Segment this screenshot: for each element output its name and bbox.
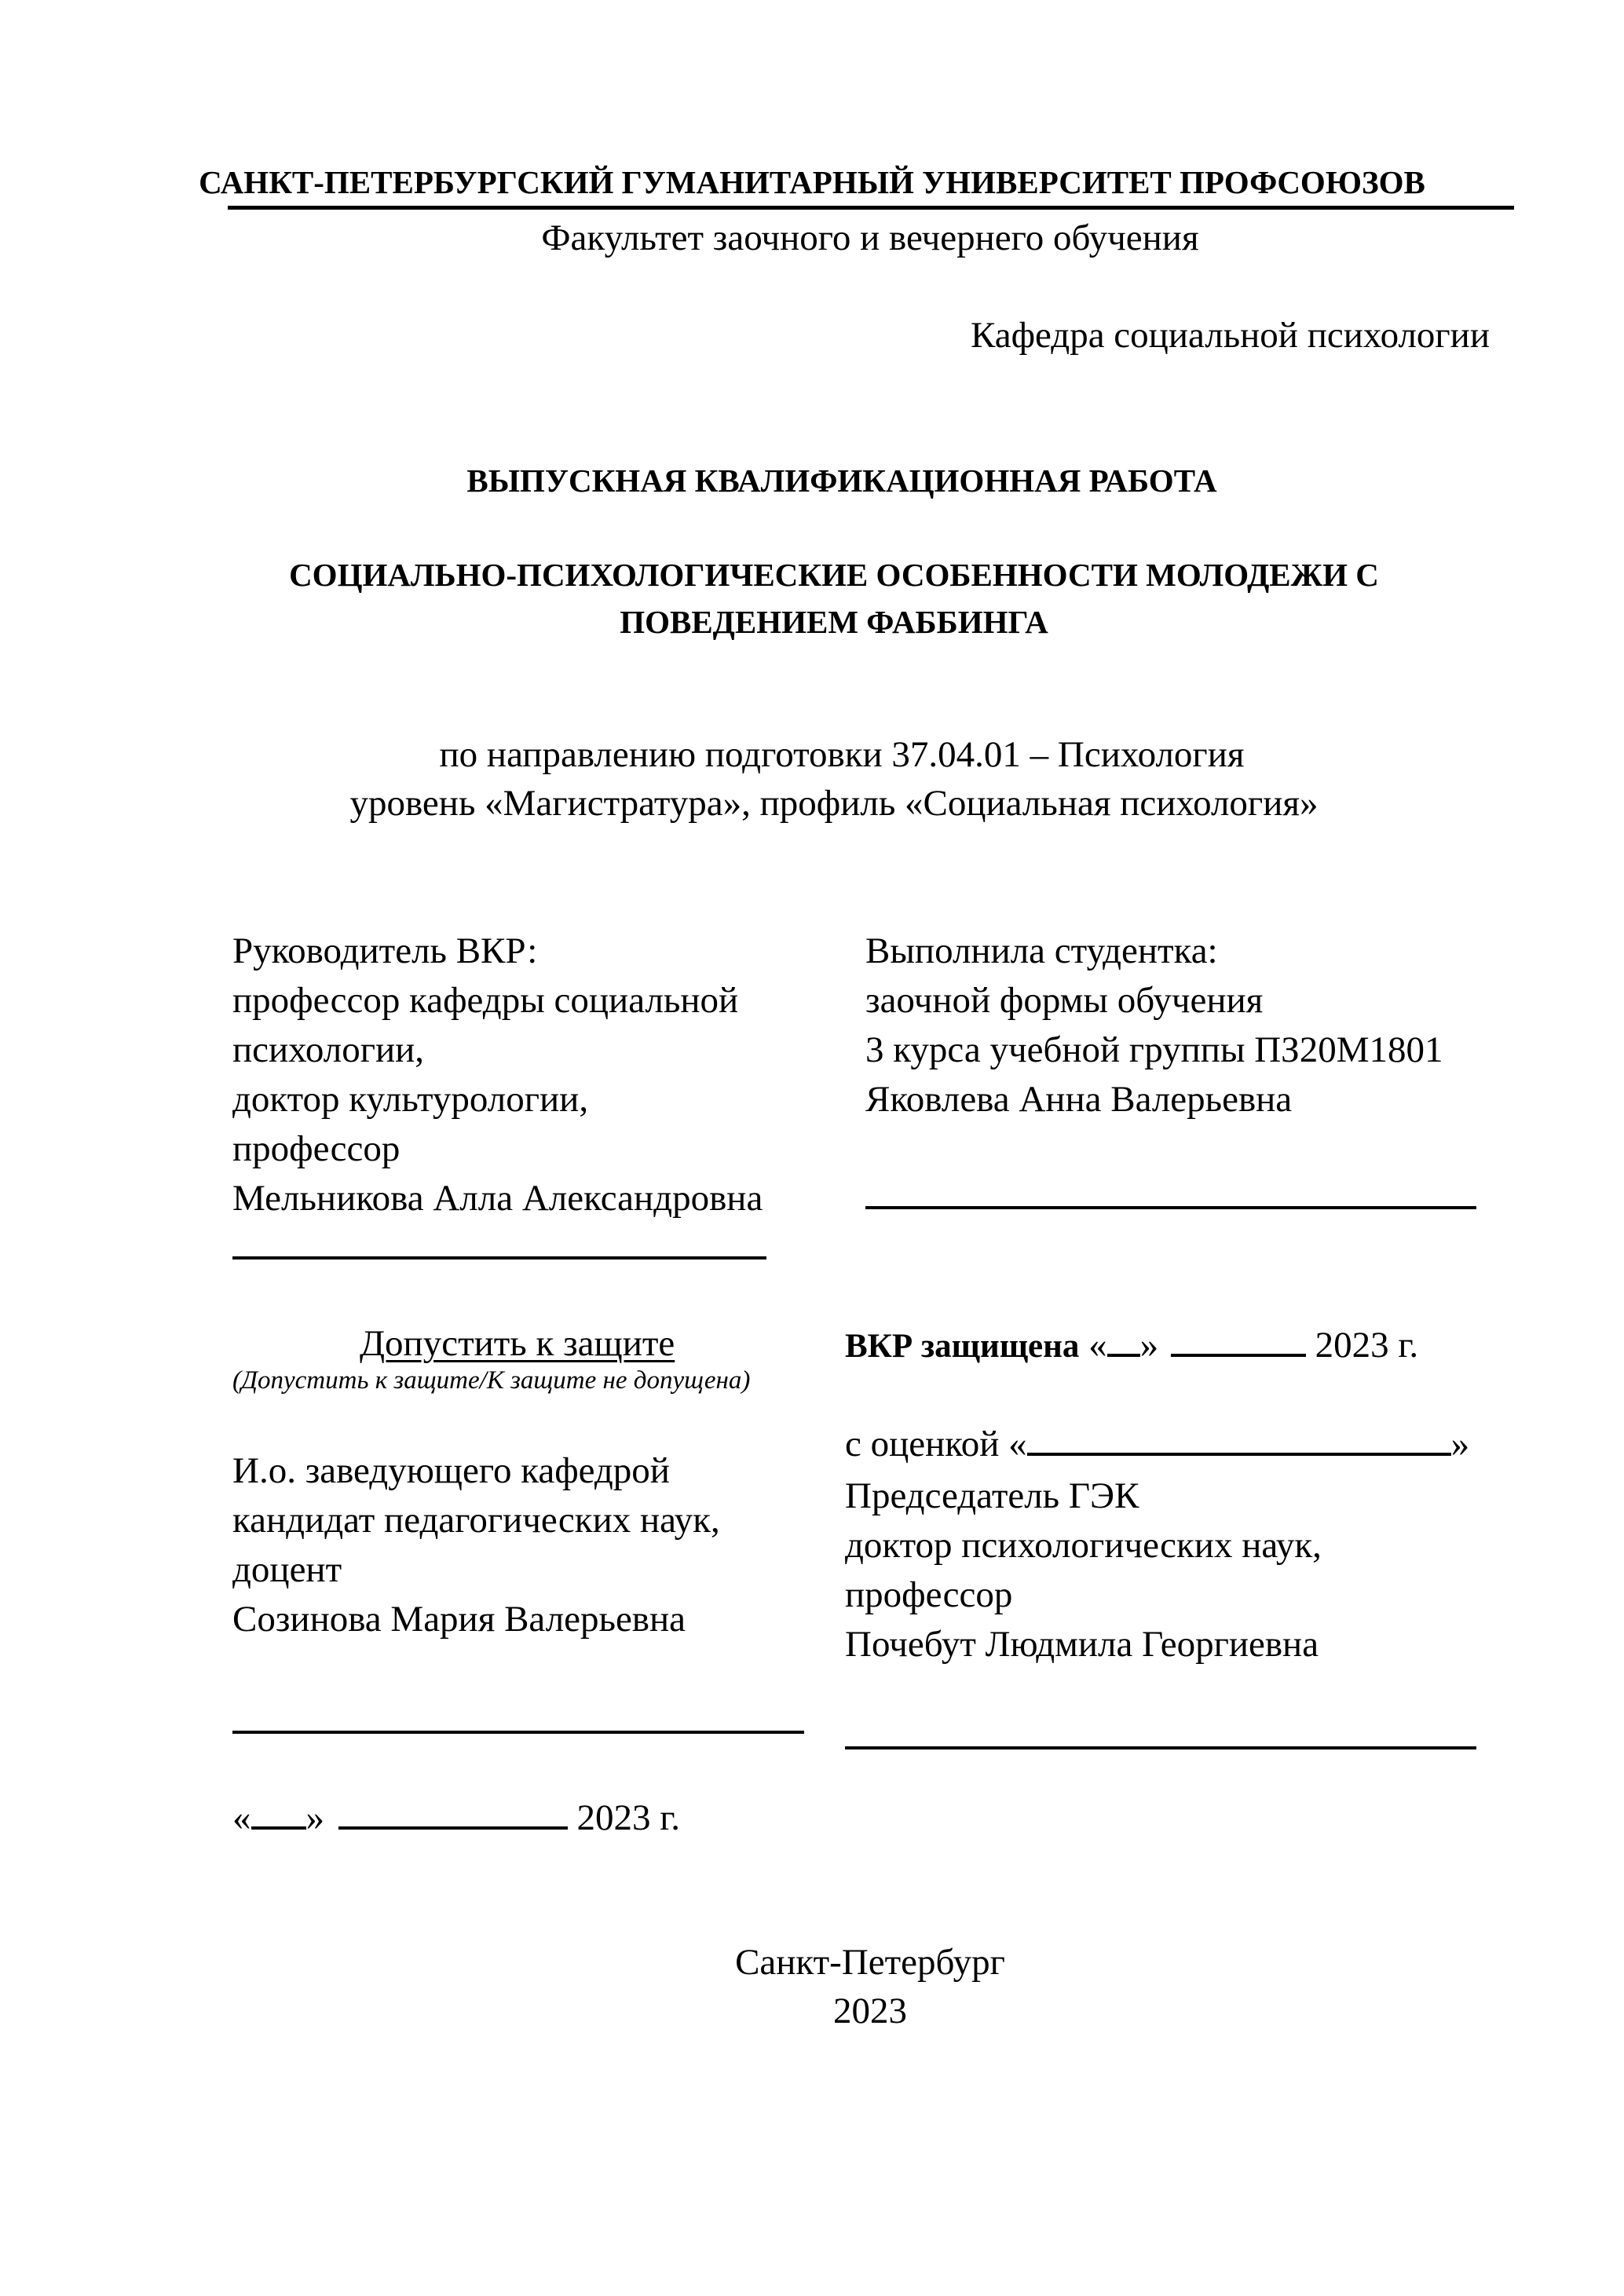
admission-year: 2023 г. (576, 1797, 680, 1838)
defense-date-open-quote: « (1088, 1325, 1107, 1366)
program-level-profile: уровень «Магистратура», профиль «Социальная психология» (349, 783, 1319, 824)
defense-date-close-quote: » (1139, 1325, 1159, 1366)
thesis-topic-line1: СОЦИАЛЬНО-ПСИХОЛОГИЧЕСКИЕ ОСОБЕННОСТИ МОЛОДЕЖИ С (289, 557, 1379, 593)
student-name: Яковлева Анна Валерьевна (865, 1079, 1293, 1120)
grade-suffix: » (1450, 1424, 1470, 1464)
chair-name: Почебут Людмила Георгиевна (845, 1624, 1319, 1665)
supervisor-label: Руководитель ВКР: (232, 930, 538, 971)
grade-prefix: с оценкой « (845, 1424, 1027, 1464)
student-study-form: заочной формы обучения (865, 980, 1264, 1021)
supervisor-name: Мельникова Алла Александровна (232, 1178, 763, 1219)
year: 2023 (833, 1991, 907, 2031)
head-name: Созинова Мария Валерьевна (232, 1599, 686, 1640)
university-name: САНКТ-ПЕТЕРБУРГСКИЙ ГУМАНИТАРНЫЙ УНИВЕРСИТЕТ ПРОФСОЮЗОВ (199, 164, 1425, 200)
head-degree: кандидат педагогических наук, (232, 1500, 720, 1541)
supervisor-block (232, 927, 763, 1223)
thesis-topic-line2: ПОВЕДЕНИЕМ ФАББИНГА (620, 604, 1048, 640)
supervisor-title: профессор (232, 1128, 401, 1169)
defense-date (845, 1325, 1418, 1364)
defense-year: 2023 г. (1315, 1325, 1419, 1366)
head-title: доцент (232, 1549, 342, 1590)
supervisor-signature-line[interactable] (232, 1256, 766, 1260)
admission-day-field[interactable] (251, 1798, 306, 1830)
grade-field[interactable] (1027, 1424, 1451, 1456)
defense-month-field[interactable] (1171, 1325, 1306, 1357)
department-name: Кафедра социальной психологии (971, 315, 1490, 356)
chair-degree: доктор психологических наук, (845, 1525, 1322, 1566)
admission-date (232, 1798, 680, 1837)
admission-month-field[interactable] (338, 1798, 568, 1830)
defense-grade (845, 1424, 1469, 1463)
head-position: И.о. заведующего кафедрой (232, 1450, 670, 1491)
document-type: ВЫПУСКНАЯ КВАЛИФИКАЦИОННАЯ РАБОТА (466, 462, 1217, 499)
chair-title: профессор (845, 1574, 1013, 1615)
student-signature-line[interactable] (865, 1206, 1476, 1209)
defense-day-field[interactable] (1107, 1325, 1140, 1357)
student-block (865, 927, 1443, 1124)
student-label: Выполнила студентка: (865, 930, 1218, 971)
supervisor-position-cont: психологии, (232, 1029, 425, 1070)
chair-signature-line[interactable] (845, 1746, 1476, 1749)
header-rule (228, 206, 1514, 210)
program-direction: по направлению подготовки 37.04.01 – Психология (439, 734, 1245, 775)
supervisor-position: профессор кафедры социальной (232, 980, 739, 1021)
admission-date-close-quote: » (305, 1797, 324, 1838)
student-group: 3 курса учебной группы ПЗ20М1801 (865, 1029, 1443, 1070)
head-signature-line[interactable] (232, 1731, 804, 1734)
chair-position: Председатель ГЭК (845, 1475, 1139, 1516)
defense-label: ВКР защищена (845, 1328, 1080, 1365)
supervisor-degree: доктор культурологии, (232, 1079, 589, 1120)
head-of-department-block (232, 1446, 720, 1644)
commission-chair-block (845, 1472, 1322, 1669)
admission-decision-hint: (Допустить к защите/К защите не допущена) (232, 1366, 751, 1395)
admission-decision: Допустить к защите (360, 1323, 675, 1364)
faculty-name: Факультет заочного и вечернего обучения (541, 218, 1199, 258)
admission-date-open-quote: « (232, 1797, 251, 1838)
city: Санкт-Петербург (735, 1942, 1005, 1983)
